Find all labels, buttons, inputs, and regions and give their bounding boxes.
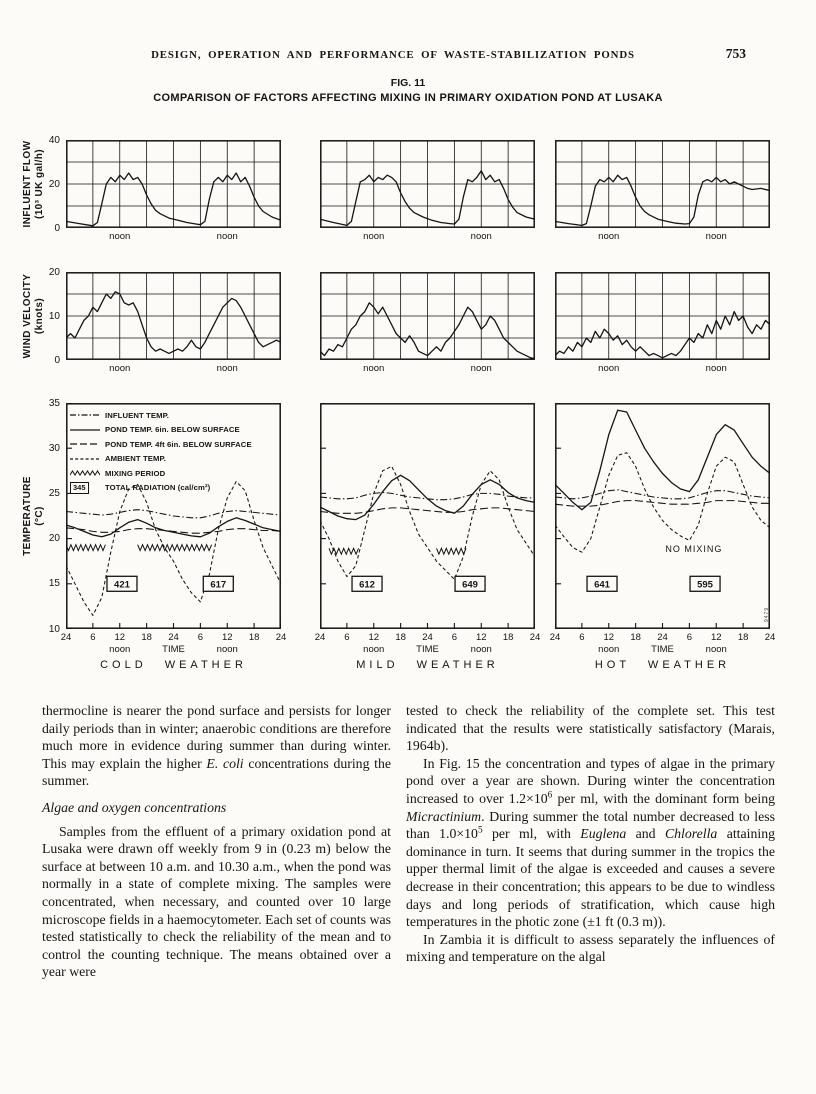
legend-label: POND TEMP. 4ft 6in. BELOW SURFACE — [105, 439, 252, 449]
y-tick-label: 20 — [48, 266, 60, 278]
x-tick-label: 6 — [90, 632, 96, 643]
x-tick-label: 18 — [737, 632, 749, 643]
axis-sublabel: noon — [470, 363, 492, 374]
x-tick-label: 6 — [344, 632, 350, 643]
chart-temperature-hot-weather — [555, 403, 770, 634]
y-tick-label: 20 — [48, 533, 60, 545]
weather-label: MILD WEATHER — [356, 659, 499, 671]
x-tick-label: 24 — [764, 632, 776, 643]
svg-text:421: 421 — [114, 579, 130, 591]
chart-influent-flow-mild-weather — [320, 140, 535, 233]
paragraph: thermocline is nearer the pond surface and persists for longer daily periods than in winter; anaerobic conditions are therefore much more in evidence during summer than during winter. This may explain the higher E. coli concentrations during the summer. — [42, 703, 391, 789]
legend-label: INFLUENT TEMP. — [105, 410, 170, 420]
dashed-line-icon — [70, 455, 100, 463]
legend-label: MIXING PERIOD — [105, 468, 166, 478]
legend-label: POND TEMP. 6in. BELOW SURFACE — [105, 425, 240, 435]
paragraph: tested to check the reliability of the complete set. This test indicated that the results were statistically satisfactory (Marais, 1964b). — [406, 703, 775, 754]
axis-sublabel: TIME — [651, 644, 674, 655]
page-number: 753 — [725, 46, 746, 61]
svg-text:612: 612 — [359, 579, 375, 591]
running-header: DESIGN, OPERATION AND PERFORMANCE OF WASTE-STABILIZATION PONDS — [151, 49, 635, 61]
axis-sublabel: noon — [109, 231, 131, 242]
x-tick-label: 6 — [686, 632, 693, 643]
legend-item-pond-temp-6in — [70, 423, 275, 438]
axis-sublabel: noon — [705, 363, 727, 374]
y-tick-label: 0 — [54, 222, 60, 234]
dashdot-line-icon — [70, 411, 100, 419]
section-heading: Algae and oxygen concentrations — [42, 799, 227, 815]
axis-sublabel: TIME — [162, 644, 185, 655]
chart-temperature-mild-weather — [320, 403, 535, 634]
figure-title: COMPARISON OF FACTORS AFFECTING MIXING IN PRIMARY OXIDATION POND AT LUSAKA — [153, 92, 663, 104]
x-tick-label: 24 — [60, 632, 72, 643]
longdash-line-icon — [70, 440, 100, 448]
x-tick-label: 24 — [314, 632, 326, 643]
plate-reference-number: 9479 — [764, 606, 770, 622]
y-tick-label: 20 — [48, 178, 60, 190]
y-tick-label: 35 — [48, 397, 60, 409]
y-tick-label: 30 — [48, 442, 60, 454]
weather-label: HOT WEATHER — [594, 659, 731, 671]
legend-item-ambient-temp — [70, 452, 275, 467]
x-tick-label: 24 — [549, 632, 561, 643]
y-tick-label: 0 — [54, 354, 60, 366]
x-tick-label: 24 — [275, 632, 287, 643]
y-tick-label: 25 — [48, 487, 60, 499]
temperature-legend — [70, 408, 275, 495]
legend-item-mixing-period — [70, 466, 275, 481]
svg-text:641: 641 — [594, 579, 610, 591]
radiation-box-icon — [70, 482, 100, 494]
chart-influent-flow-hot-weather — [555, 140, 770, 233]
x-tick-label: 12 — [368, 632, 380, 643]
axis-sublabel: noon — [109, 644, 131, 655]
x-tick-label: 18 — [630, 632, 641, 643]
axis-sublabel: TIME — [416, 644, 439, 655]
y-axis-label-line: INFLUENT FLOW — [22, 140, 33, 228]
axis-sublabel: noon — [216, 363, 238, 374]
x-tick-label: 12 — [221, 632, 233, 643]
paragraph: Samples from the effluent of a primary oxidation pond at Lusaka were drawn off weekly from 9 in (0.23 m) below the surface at between 10 a.m. and 10.30 a.m., when the pond was normally in a state of complete mixing. The samples were concentrated, when necessary, and counted over 10 large microscope fields in a haemocytometer. Each set of counts was tested statistically to check the reliability of the mean and to control the counting technique. The means obtained over a year were — [42, 823, 391, 980]
x-tick-label: 6 — [197, 632, 204, 643]
x-tick-label: 18 — [248, 632, 260, 643]
radiation-sample-value: 345 — [70, 482, 89, 494]
figure-chart-area — [0, 128, 816, 684]
axis-sublabel: noon — [216, 644, 238, 655]
right-column — [406, 702, 775, 966]
axis-sublabel: noon — [705, 644, 727, 655]
chart-wind-velocity-hot-weather — [555, 272, 770, 365]
x-tick-label: 24 — [422, 632, 433, 643]
svg-text:NO MIXING: NO MIXING — [665, 544, 723, 555]
x-tick-label: 18 — [395, 632, 406, 643]
zigzag-line-icon — [70, 469, 100, 477]
legend-item-influent-temp — [70, 408, 275, 423]
figure-label: FIG. 11 — [390, 77, 426, 89]
y-tick-label: 15 — [48, 578, 60, 590]
legend-item-total-radiation — [70, 481, 275, 496]
axis-sublabel: noon — [598, 231, 620, 242]
x-tick-label: 12 — [710, 632, 722, 643]
left-column — [42, 702, 391, 981]
x-tick-label: 12 — [114, 632, 126, 643]
x-tick-label: 12 — [475, 632, 487, 643]
y-axis-label-units: (knots) — [33, 297, 45, 335]
x-tick-label: 6 — [451, 632, 458, 643]
x-tick-label: 18 — [141, 632, 152, 643]
chart-wind-velocity-mild-weather — [320, 272, 535, 365]
axis-sublabel: noon — [705, 231, 727, 242]
svg-text:649: 649 — [462, 579, 478, 591]
paragraph: In Zambia it is difficult to assess separately the influences of mixing and temperature on the algal — [406, 931, 775, 965]
weather-label: COLD WEATHER — [100, 659, 247, 671]
y-tick-label: 40 — [48, 134, 60, 146]
axis-sublabel: noon — [363, 363, 385, 374]
y-axis-label-units: (10³ UK gal/h) — [33, 148, 45, 220]
axis-sublabel: noon — [363, 231, 385, 242]
paragraph: In Fig. 15 the concentration and types of algae in the primary pond over a year are shown. During winter the concentration increased to over $1.2\times 10^6$ per ml, with the dominant form being Micractinium. During summer the total number decreased to less than $1.0\times 10^5$ per ml, with Euglena and Chlorella attaining dominance in turn. It seems that during summer in the tropics the upper thermal limit of the algae is exceeded and causes a severe decrease in their concentration; this appears to be due to windless days and long periods of stratification, which cause high temperatures in the photic zone (±1 ft (0.3 m)). — [406, 755, 775, 930]
x-tick-label: 18 — [502, 632, 514, 643]
axis-sublabel: noon — [363, 644, 385, 655]
axis-sublabel: noon — [598, 644, 620, 655]
x-tick-label: 6 — [579, 632, 585, 643]
y-axis-label-line: WIND VELOCITY — [22, 273, 33, 359]
svg-text:617: 617 — [210, 579, 227, 591]
x-tick-label: 24 — [657, 632, 668, 643]
y-axis-label-temperature — [22, 403, 45, 629]
axis-sublabel: noon — [598, 363, 620, 374]
chart-wind-velocity-cold-weather — [66, 272, 281, 365]
x-tick-label: 12 — [603, 632, 615, 643]
legend-label: AMBIENT TEMP. — [105, 454, 166, 464]
axis-sublabel: noon — [216, 231, 238, 242]
y-tick-label: 10 — [48, 623, 60, 635]
axis-sublabel: noon — [109, 363, 131, 374]
solid-line-icon — [70, 426, 100, 434]
axis-sublabel: noon — [470, 644, 492, 655]
chart-influent-flow-cold-weather — [66, 140, 281, 233]
y-tick-label: 10 — [48, 310, 60, 322]
legend-item-pond-temp-4ft6in — [70, 437, 275, 452]
axis-sublabel: noon — [470, 231, 492, 242]
y-axis-label-line: TEMPERATURE — [22, 476, 33, 556]
x-tick-label: 24 — [168, 632, 179, 643]
x-tick-label: 24 — [529, 632, 541, 643]
legend-label: TOTAL RADIATION (cal/cm²) — [105, 483, 211, 493]
y-axis-label-units: (°C) — [33, 506, 45, 526]
svg-text:595: 595 — [697, 579, 713, 591]
